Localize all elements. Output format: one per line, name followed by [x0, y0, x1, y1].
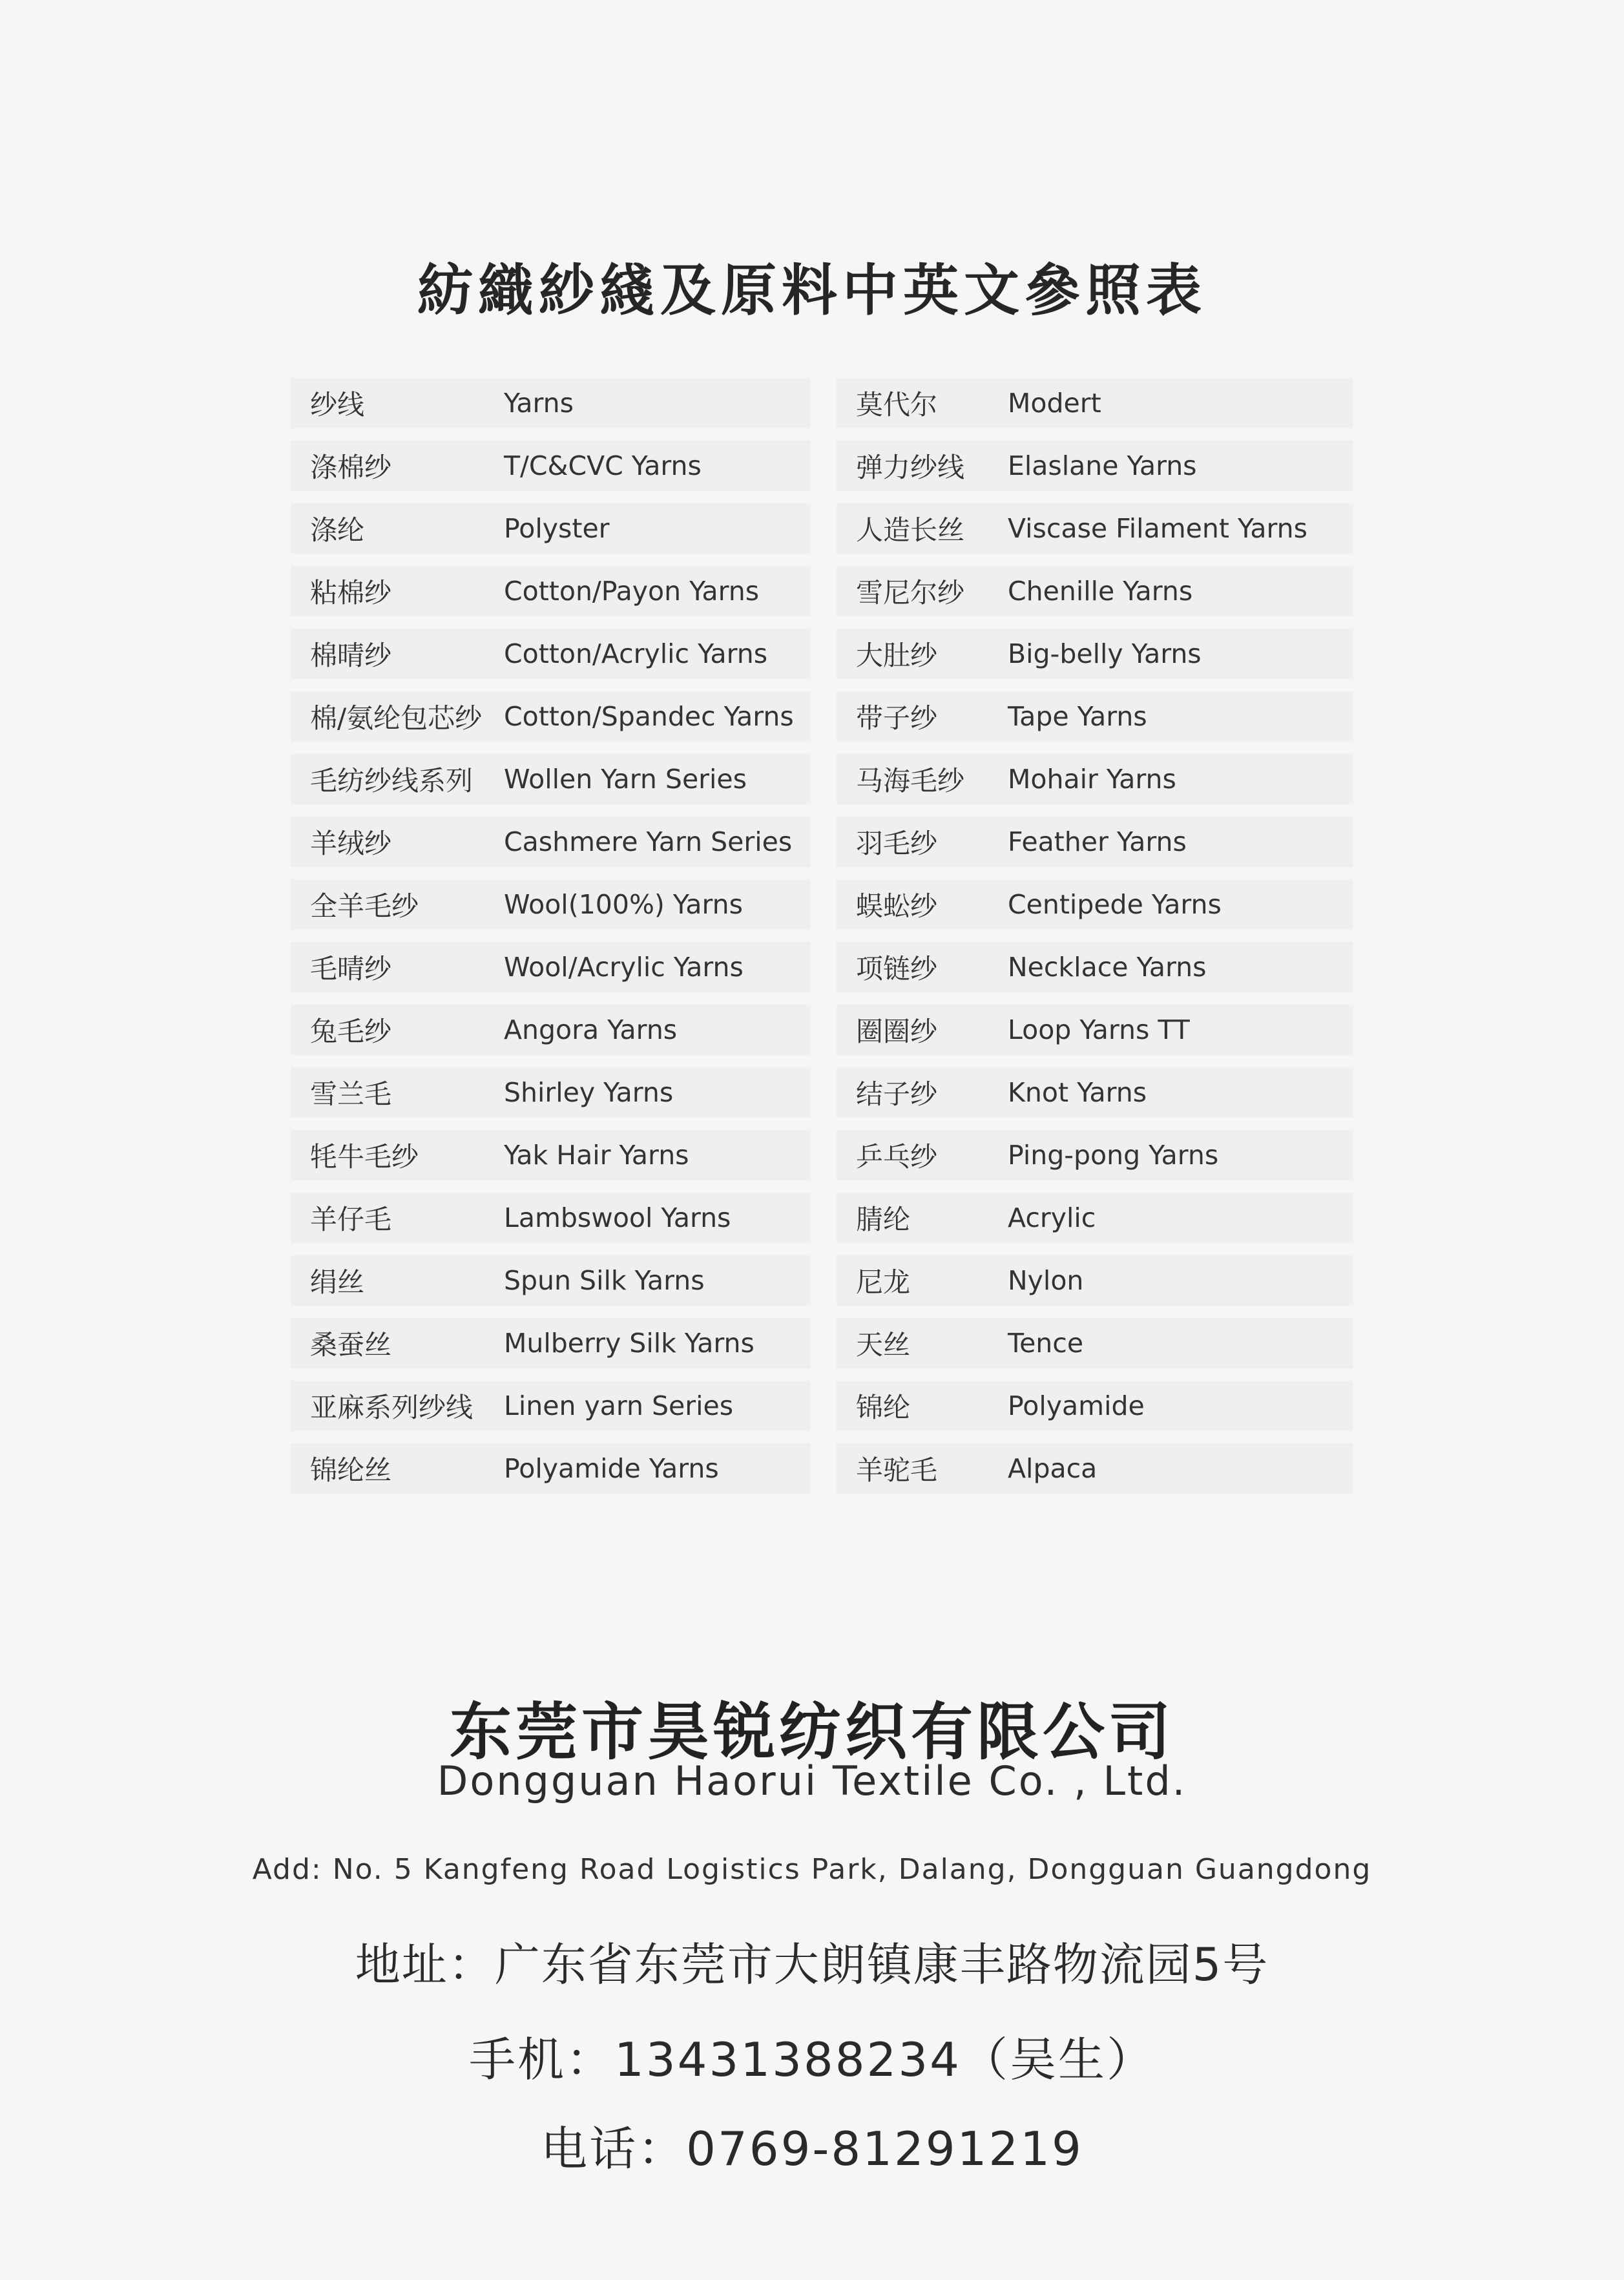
term-chinese: 纱线 — [310, 389, 365, 421]
term-chinese: 亚麻系列纱线 — [310, 1392, 474, 1423]
glossary-row — [837, 942, 1353, 992]
term-english: Mohair Yarns — [1008, 764, 1176, 795]
term-chinese: 棉晴纱 — [310, 640, 392, 671]
term-chinese: 结子纱 — [856, 1078, 938, 1110]
term-english: Chenille Yarns — [1008, 576, 1193, 607]
glossary-row — [837, 1193, 1353, 1243]
term-english: Viscase Filament Yarns — [1008, 513, 1307, 544]
company-name-chinese: 东莞市昊锐纺织有限公司 — [450, 1696, 1174, 1768]
address-chinese: 地址：广东省东莞市大朗镇康丰路物流园5号 — [355, 1938, 1269, 1991]
mobile-phone: 手机：13431388234（吴生） — [469, 2033, 1155, 2087]
term-english: Alpaca — [1008, 1453, 1098, 1484]
term-english: Feather Yarns — [1008, 826, 1187, 857]
term-chinese: 马海毛纱 — [856, 765, 965, 797]
glossary-row — [837, 879, 1353, 930]
glossary-row — [837, 1005, 1353, 1055]
term-chinese: 雪兰毛 — [310, 1078, 392, 1110]
term-chinese: 项链纱 — [856, 953, 938, 985]
glossary-row — [291, 1130, 811, 1180]
term-english: Polyamide Yarns — [504, 1453, 719, 1484]
glossary-right-column — [837, 378, 1353, 1506]
page-title: 紡織紗綫及原料中英文參照表 — [417, 258, 1207, 323]
term-english: Linen yarn Series — [504, 1390, 734, 1421]
glossary-row — [291, 629, 811, 679]
glossary-row — [837, 566, 1353, 616]
term-chinese: 羊绒纱 — [310, 828, 392, 859]
term-english: Shirley Yarns — [504, 1077, 674, 1108]
term-english: Acrylic — [1008, 1202, 1096, 1233]
term-chinese: 毛晴纱 — [310, 953, 392, 985]
term-chinese: 羊驼毛 — [856, 1454, 938, 1486]
term-chinese: 尼龙 — [856, 1266, 911, 1298]
term-english: Modert — [1008, 388, 1101, 419]
term-english: Mulberry Silk Yarns — [504, 1328, 755, 1359]
term-chinese: 乒乓纱 — [856, 1141, 938, 1173]
term-english: Cashmere Yarn Series — [504, 826, 793, 857]
term-chinese: 棉/氨纶包芯纱 — [310, 702, 483, 734]
term-chinese: 全羊毛纱 — [310, 890, 419, 922]
glossary-row — [837, 754, 1353, 804]
term-chinese: 雪尼尔纱 — [856, 577, 965, 609]
glossary-row — [837, 1067, 1353, 1118]
glossary-row — [837, 1381, 1353, 1431]
glossary-row — [291, 1318, 811, 1368]
glossary-row — [291, 1067, 811, 1118]
glossary-row — [291, 1255, 811, 1306]
term-chinese: 大肚纱 — [856, 640, 938, 671]
term-english: Wool/Acrylic Yarns — [504, 952, 744, 983]
term-english: Tape Yarns — [1008, 701, 1147, 732]
term-english: Yak Hair Yarns — [504, 1140, 689, 1171]
glossary-row — [291, 942, 811, 992]
term-chinese: 腈纶 — [856, 1204, 911, 1235]
glossary-row — [291, 1005, 811, 1055]
term-chinese: 蜈蚣纱 — [856, 890, 938, 922]
term-english: Big-belly Yarns — [1008, 638, 1202, 669]
term-english: Angora Yarns — [504, 1014, 678, 1045]
glossary-row — [291, 503, 811, 554]
term-english: Tence — [1008, 1328, 1084, 1359]
glossary-row — [291, 754, 811, 804]
term-chinese: 羽毛纱 — [856, 828, 938, 859]
glossary-row — [837, 378, 1353, 428]
glossary-row — [837, 1255, 1353, 1306]
term-english: Spun Silk Yarns — [504, 1265, 705, 1296]
glossary-row — [291, 566, 811, 616]
term-english: Wollen Yarn Series — [504, 764, 747, 795]
term-chinese: 圈圈纱 — [856, 1016, 938, 1047]
term-english: Ping-pong Yarns — [1008, 1140, 1219, 1171]
glossary-row — [291, 1381, 811, 1431]
term-chinese: 锦纶 — [856, 1392, 911, 1423]
term-english: Cotton/Acrylic Yarns — [504, 638, 768, 669]
glossary-row — [837, 691, 1353, 742]
term-chinese: 绢丝 — [310, 1266, 365, 1298]
glossary-row — [291, 378, 811, 428]
term-chinese: 桑蚕丝 — [310, 1329, 392, 1361]
telephone: 电话：0769-81291219 — [541, 2122, 1083, 2176]
term-english: Loop Yarns TT — [1008, 1014, 1190, 1045]
glossary-row — [837, 441, 1353, 491]
term-english: Knot Yarns — [1008, 1077, 1147, 1108]
term-chinese: 粘棉纱 — [310, 577, 392, 609]
term-english: Elaslane Yarns — [1008, 450, 1197, 481]
glossary-row — [837, 503, 1353, 554]
glossary-row — [291, 1443, 811, 1494]
term-english: Nylon — [1008, 1265, 1084, 1296]
term-english: Yarns — [504, 388, 574, 419]
term-chinese: 天丝 — [856, 1329, 911, 1361]
term-chinese: 带子纱 — [856, 702, 938, 734]
term-chinese: 羊仔毛 — [310, 1204, 392, 1235]
glossary-row — [291, 879, 811, 930]
term-english: Wool(100%) Yarns — [504, 889, 743, 920]
term-english: Necklace Yarns — [1008, 952, 1207, 983]
glossary-row — [837, 1130, 1353, 1180]
term-english: T/C&CVC Yarns — [504, 450, 702, 481]
glossary-row — [837, 1318, 1353, 1368]
glossary-row — [837, 1443, 1353, 1494]
term-chinese: 弹力纱线 — [856, 452, 965, 483]
glossary-row — [291, 817, 811, 867]
term-chinese: 毛纺纱线系列 — [310, 765, 474, 797]
term-english: Polyster — [504, 513, 610, 544]
term-chinese: 人造长丝 — [856, 514, 965, 546]
term-chinese: 锦纶丝 — [310, 1454, 392, 1486]
address-english: Add: No. 5 Kangfeng Road Logistics Park, Dalang, Dongguan Guangdong — [252, 1853, 1372, 1886]
glossary-left-column — [291, 378, 811, 1506]
term-english: Cotton/Spandec Yarns — [504, 701, 794, 732]
term-chinese: 牦牛毛纱 — [310, 1141, 419, 1173]
glossary-row — [837, 629, 1353, 679]
term-english: Polyamide — [1008, 1390, 1145, 1421]
term-english: Lambswool Yarns — [504, 1202, 731, 1233]
term-english: Centipede Yarns — [1008, 889, 1222, 920]
company-name-english: Dongguan Haorui Textile Co. , Ltd. — [437, 1757, 1187, 1804]
glossary-row — [291, 1193, 811, 1243]
glossary-row — [291, 691, 811, 742]
glossary-row — [291, 441, 811, 491]
glossary-row — [837, 817, 1353, 867]
term-english: Cotton/Payon Yarns — [504, 576, 760, 607]
term-chinese: 涤纶 — [310, 514, 365, 546]
term-chinese: 兔毛纱 — [310, 1016, 392, 1047]
term-chinese: 涤棉纱 — [310, 452, 392, 483]
term-chinese: 莫代尔 — [856, 389, 938, 421]
